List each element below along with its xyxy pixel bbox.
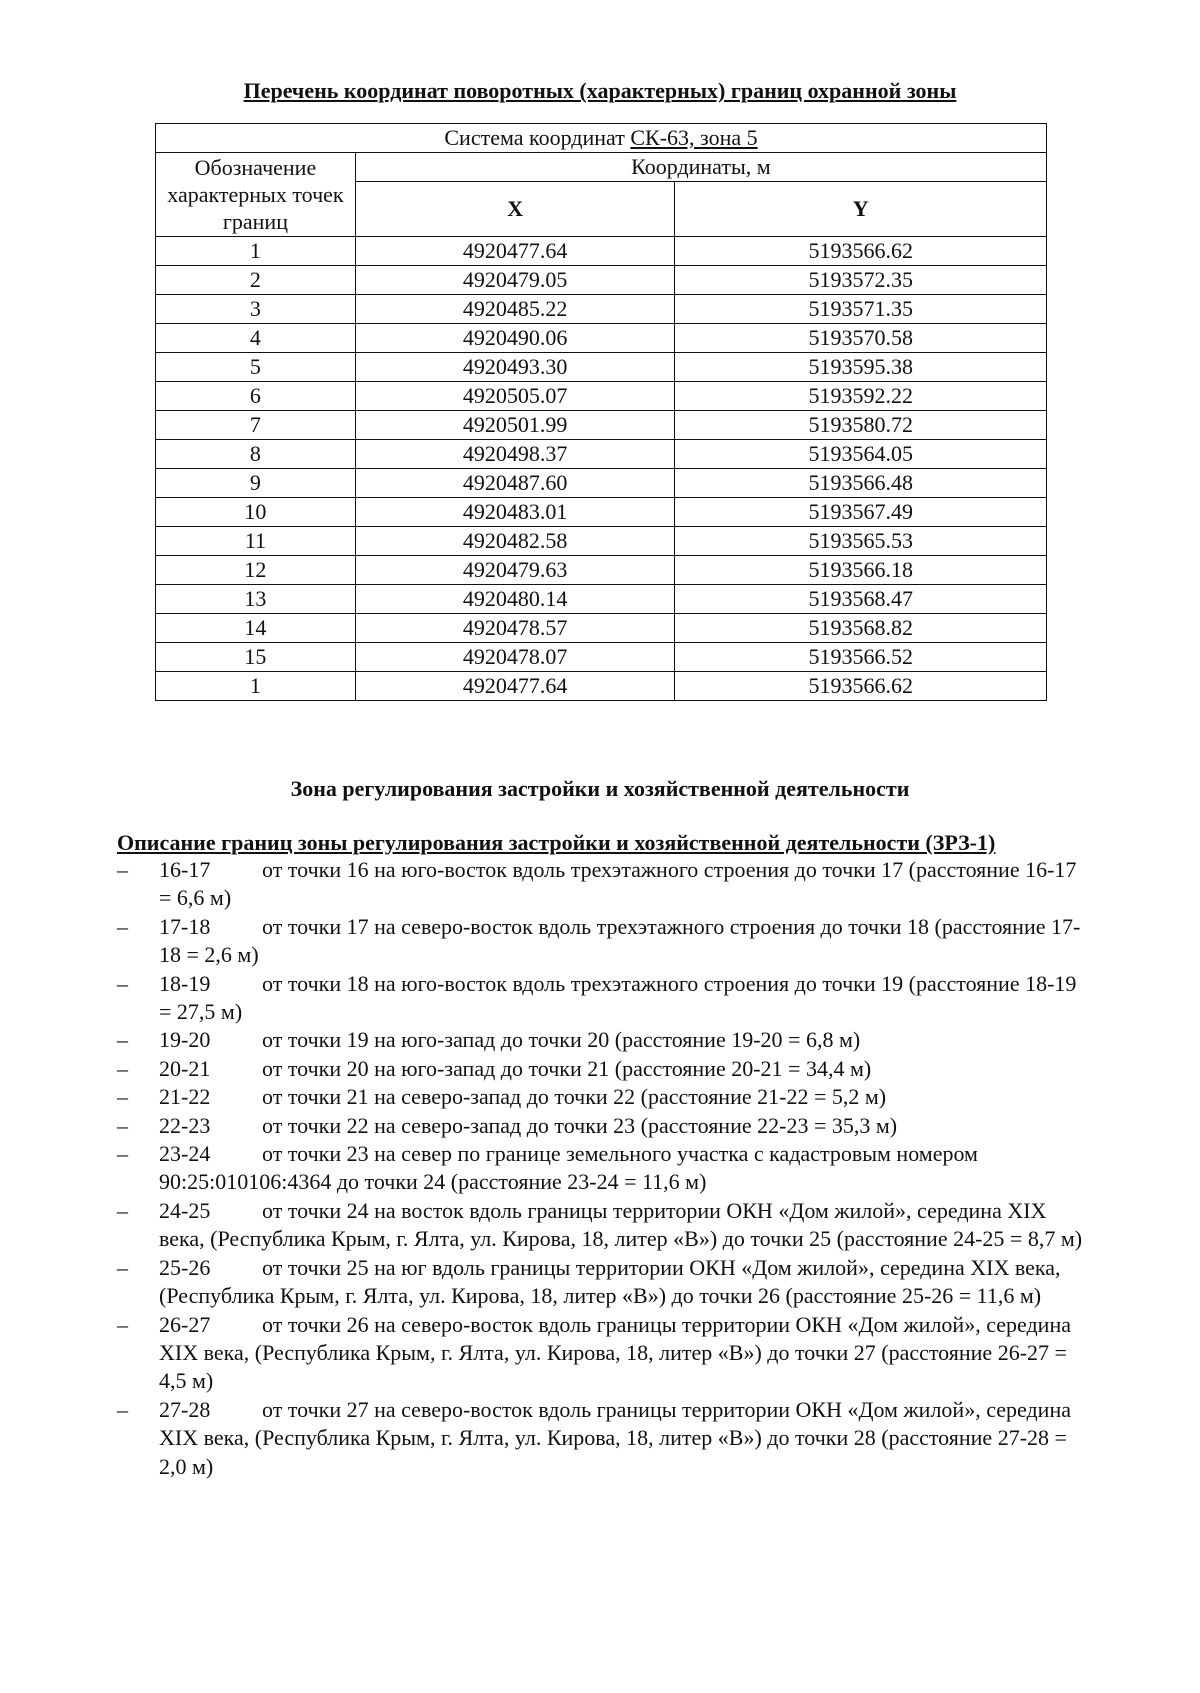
x-coordinate-cell: 4920478.07: [355, 643, 675, 672]
list-dash: –: [117, 913, 128, 939]
coordinate-system-header: [156, 124, 1047, 153]
list-item: [117, 1396, 1092, 1481]
table-title: Перечень координат поворотных (характерных) границ охранной зоны: [243, 78, 957, 103]
point-number-cell: 11: [156, 527, 356, 556]
segment-code: 20-21: [159, 1055, 211, 1081]
point-number-cell: 1: [156, 237, 356, 266]
list-item: [117, 1311, 1092, 1396]
coordinates-table: [155, 123, 1047, 701]
y-coordinate-cell: 5193568.82: [675, 614, 1047, 643]
x-coordinate-cell: 4920479.05: [355, 266, 675, 295]
point-number-cell: 8: [156, 440, 356, 469]
table-row: [156, 353, 1047, 382]
y-column-header: Y: [675, 182, 1047, 237]
x-coordinate-cell: 4920501.99: [355, 411, 675, 440]
point-number-cell: 15: [156, 643, 356, 672]
point-number-cell: 14: [156, 614, 356, 643]
list-item: [117, 1055, 1092, 1083]
table-row: [156, 643, 1047, 672]
segment-description: от точки 26 на северо-восток вдоль границы территории ОКН «Дом жилой», середина XIX века, (Республика Крым, г. Ялта, ул. Кирова, 18, литер «В») до точки 27 (расстояние 26-27 = 4,5 м): [159, 1311, 1071, 1394]
list-item: [117, 1254, 1092, 1311]
y-coordinate-cell: 5193564.05: [675, 440, 1047, 469]
list-item: [117, 970, 1092, 1027]
list-item: [117, 1197, 1092, 1254]
segment-code: 27-28: [159, 1396, 211, 1422]
coordinates-header: Координаты, м: [355, 153, 1046, 182]
segment-description: от точки 20 на юго-запад до точки 21 (расстояние 20-21 = 34,4 м): [262, 1055, 872, 1081]
x-coordinate-cell: 4920482.58: [355, 527, 675, 556]
segment-code: 19-20: [159, 1027, 211, 1053]
table-row: [156, 614, 1047, 643]
list-dash: –: [117, 1112, 128, 1138]
point-number-cell: 4: [156, 324, 356, 353]
list-item: [117, 1140, 1092, 1197]
x-coordinate-cell: 4920478.57: [355, 614, 675, 643]
x-coordinate-cell: 4920477.64: [355, 672, 675, 701]
table-row: [156, 237, 1047, 266]
point-number-cell: 6: [156, 382, 356, 411]
table-row: [156, 440, 1047, 469]
table-row: [156, 527, 1047, 556]
x-coordinate-cell: 4920498.37: [355, 440, 675, 469]
y-coordinate-cell: 5193572.35: [675, 266, 1047, 295]
point-number-cell: 13: [156, 585, 356, 614]
x-coordinate-cell: 4920493.30: [355, 353, 675, 382]
point-designation-header: Обозначение характерных точек границ: [156, 153, 356, 237]
point-number-cell: 5: [156, 353, 356, 382]
y-coordinate-cell: 5193595.38: [675, 353, 1047, 382]
y-coordinate-cell: 5193565.53: [675, 527, 1047, 556]
table-row: [156, 382, 1047, 411]
coordinate-system-name: СК-63, зона 5: [630, 125, 758, 150]
segment-description: от точки 19 на юго-запад до точки 20 (расстояние 19-20 = 6,8 м): [262, 1027, 861, 1053]
segment-code: 23-24: [159, 1141, 211, 1167]
list-item: [117, 856, 1092, 913]
point-number-cell: 7: [156, 411, 356, 440]
y-coordinate-cell: 5193566.52: [675, 643, 1047, 672]
table-row: [156, 498, 1047, 527]
segment-description: от точки 21 на северо-запад до точки 22 (расстояние 21-22 = 5,2 м): [262, 1084, 887, 1110]
y-coordinate-cell: 5193566.18: [675, 556, 1047, 585]
segment-code: 22-23: [159, 1112, 211, 1138]
table-row: [156, 295, 1047, 324]
segment-description: от точки 27 на северо-восток вдоль границы территории ОКН «Дом жилой», середина XIX века, (Республика Крым, г. Ялта, ул. Кирова, 18, литер «В») до точки 28 (расстояние 27-28 = 2,0 м): [159, 1396, 1071, 1479]
list-item: [117, 913, 1092, 970]
table-row: [156, 585, 1047, 614]
point-number-cell: 2: [156, 266, 356, 295]
zone-title: Зона регулирования застройки и хозяйственной деятельности: [290, 776, 910, 801]
list-dash: –: [117, 1141, 128, 1167]
table-row: [156, 672, 1047, 701]
y-coordinate-cell: 5193580.72: [675, 411, 1047, 440]
x-coordinate-cell: 4920477.64: [355, 237, 675, 266]
x-column-header: X: [355, 182, 675, 237]
segment-code: 17-18: [159, 913, 211, 939]
segment-code: 24-25: [159, 1197, 211, 1223]
list-dash: –: [117, 1197, 128, 1223]
segment-description: от точки 23 на север по границе земельного участка с кадастровым номером 90:25:010106:4364 до точки 24 (расстояние 23-24 = 11,6 м): [159, 1141, 978, 1195]
y-coordinate-cell: 5193566.62: [675, 237, 1047, 266]
list-dash: –: [117, 1396, 128, 1422]
segment-code: 26-27: [159, 1311, 211, 1337]
y-coordinate-cell: 5193568.47: [675, 585, 1047, 614]
table-row: [156, 266, 1047, 295]
y-coordinate-cell: 5193570.58: [675, 324, 1047, 353]
coordinate-system-prefix: Система координат: [444, 125, 631, 150]
list-item: [117, 1112, 1092, 1140]
list-dash: –: [117, 1084, 128, 1110]
y-coordinate-cell: 5193571.35: [675, 295, 1047, 324]
segment-description: от точки 17 на северо-восток вдоль трехэтажного строения до точки 18 (расстояние 17-18 = 2,6 м): [159, 913, 1081, 968]
y-coordinate-cell: 5193566.48: [675, 469, 1047, 498]
segment-description: от точки 18 на юго-восток вдоль трехэтажного строения до точки 19 (расстояние 18-19 = 27,5 м): [159, 970, 1077, 1025]
table-row: [156, 324, 1047, 353]
point-number-cell: 3: [156, 295, 356, 324]
x-coordinate-cell: 4920483.01: [355, 498, 675, 527]
y-coordinate-cell: 5193567.49: [675, 498, 1047, 527]
segment-description: от точки 24 на восток вдоль границы территории ОКН «Дом жилой», середина XIX века, (Республика Крым, г. Ялта, ул. Кирова, 18, литер «В») до точки 25 (расстояние 24-25 = 8,7 м): [159, 1197, 1083, 1252]
point-number-cell: 10: [156, 498, 356, 527]
x-coordinate-cell: 4920490.06: [355, 324, 675, 353]
x-coordinate-cell: 4920480.14: [355, 585, 675, 614]
segment-code: 21-22: [159, 1084, 211, 1110]
segment-code: 18-19: [159, 970, 211, 996]
point-number-cell: 12: [156, 556, 356, 585]
boundary-description-list: [117, 856, 1092, 1481]
point-number-cell: 9: [156, 469, 356, 498]
list-item: [117, 1026, 1092, 1054]
y-coordinate-cell: 5193592.22: [675, 382, 1047, 411]
list-dash: –: [117, 1055, 128, 1081]
point-number-cell: 1: [156, 672, 356, 701]
list-dash: –: [117, 970, 128, 996]
table-row: [156, 411, 1047, 440]
list-dash: –: [117, 1254, 128, 1280]
y-coordinate-cell: 5193566.62: [675, 672, 1047, 701]
segment-code: 25-26: [159, 1254, 211, 1280]
segment-description: от точки 25 на юг вдоль границы территории ОКН «Дом жилой», середина XIX века, (Республика Крым, г. Ялта, ул. Кирова, 18, литер «В») до точки 26 (расстояние 25-26 = 11,6 м): [159, 1254, 1061, 1309]
list-dash: –: [117, 1311, 128, 1337]
list-dash: –: [117, 1027, 128, 1053]
x-coordinate-cell: 4920505.07: [355, 382, 675, 411]
x-coordinate-cell: 4920487.60: [355, 469, 675, 498]
x-coordinate-cell: 4920485.22: [355, 295, 675, 324]
segment-code: 16-17: [159, 857, 211, 882]
list-item: [117, 1083, 1092, 1111]
table-row: [156, 556, 1047, 585]
segment-description: от точки 22 на северо-запад до точки 23 (расстояние 22-23 = 35,3 м): [262, 1112, 898, 1138]
table-row: [156, 469, 1047, 498]
segment-description: от точки 16 на юго-восток вдоль трехэтажного строения до точки 17 (расстояние 16-17 = 6,6 м): [159, 857, 1077, 911]
x-coordinate-cell: 4920479.63: [355, 556, 675, 585]
list-dash: –: [117, 857, 128, 882]
description-title: Описание границ зоны регулирования застройки и хозяйственной деятельности (ЗРЗ-1): [117, 830, 996, 855]
